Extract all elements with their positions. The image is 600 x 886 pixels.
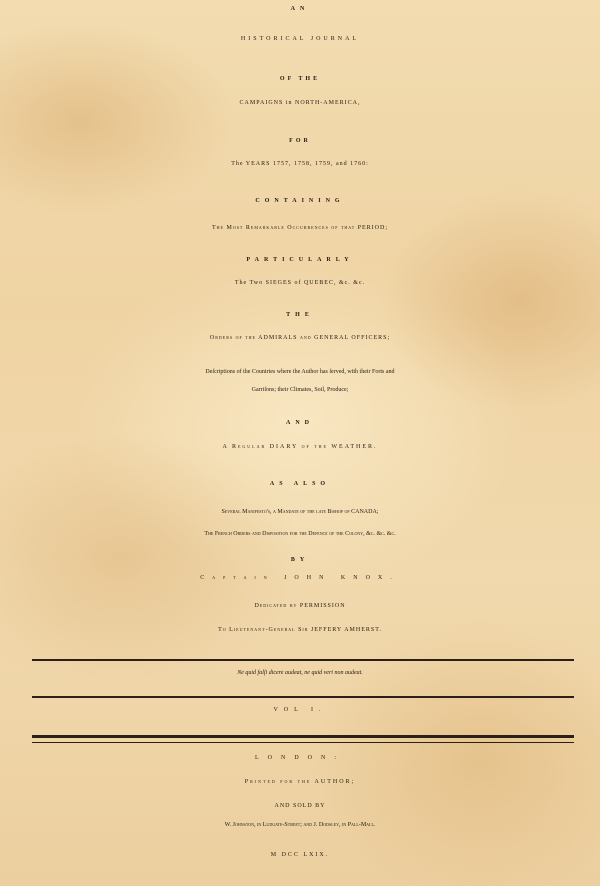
title-containing: CONTAINING xyxy=(255,198,345,204)
title-volume: VOL I. xyxy=(273,707,327,713)
title-descriptions-2: Garriſons; their Climates, Soil, Produce; xyxy=(251,387,349,393)
title-and: AND xyxy=(286,420,314,426)
title-date: M DCC LXIX. xyxy=(270,852,330,858)
title-as-also: AS ALSO xyxy=(269,481,331,487)
title-of-the: OF THE xyxy=(279,76,321,82)
rule-2 xyxy=(32,696,574,698)
title-printed-for: Printed for the AUTHOR; xyxy=(244,779,356,785)
title-for: FOR xyxy=(289,138,311,144)
title-most-remarkable: The Moſt Remarkable Occurrences of that PERIOD; xyxy=(211,225,388,231)
rule-3-thin xyxy=(32,742,574,743)
title-author: Captain JOHN KNOX. xyxy=(200,575,400,581)
title-campaigns: CAMPAIGNS in NORTH-AMERICA, xyxy=(239,100,361,106)
title-the: THE xyxy=(286,312,314,318)
title-manifestos: Several Manifesto's, a Mandate of the late Bishop of CANADA; xyxy=(221,509,379,515)
title-by: BY xyxy=(290,557,310,563)
title-to-amherst: To Lieutenant-General Sir JEFFERY AMHERST. xyxy=(218,627,382,633)
rule-3-thick xyxy=(32,735,574,738)
title-historical-journal: HISTORICAL JOURNAL xyxy=(240,36,360,42)
title-two-sieges: The Two SIEGES of QUEBEC, &c. &c. xyxy=(234,280,366,286)
title-dedicated: Dedicated by PERMISSION xyxy=(254,603,346,609)
title-sold-by: AND SOLD BY xyxy=(274,803,326,809)
title-motto: Ne quid falſi dicere audeat, ne quid veri non audeat. xyxy=(237,670,363,676)
title-descriptions-1: Deſcriptions of the Countries where the Author has ſerved, with their Forts and xyxy=(205,369,395,375)
title-french-orders: The French Orders and Disposition for the Defence of the Colony, &c. &c. &c. xyxy=(204,531,396,537)
title-particularly: PARTICULARLY xyxy=(246,257,354,263)
title-years: The YEARS 1757, 1758, 1759, and 1760: xyxy=(231,161,369,167)
rule-1 xyxy=(32,659,574,661)
title-diary: A Regular DIARY of the WEATHER. xyxy=(222,444,378,450)
title-an: AN xyxy=(290,6,310,12)
title-booksellers: W. Johnston, in Ludgate-Street; and J. Dodsley, in Pall-Mall. xyxy=(224,822,376,828)
title-orders: Orders of the ADMIRALS and GENERAL OFFICERS; xyxy=(209,335,391,341)
title-london: LONDON: xyxy=(255,755,345,761)
